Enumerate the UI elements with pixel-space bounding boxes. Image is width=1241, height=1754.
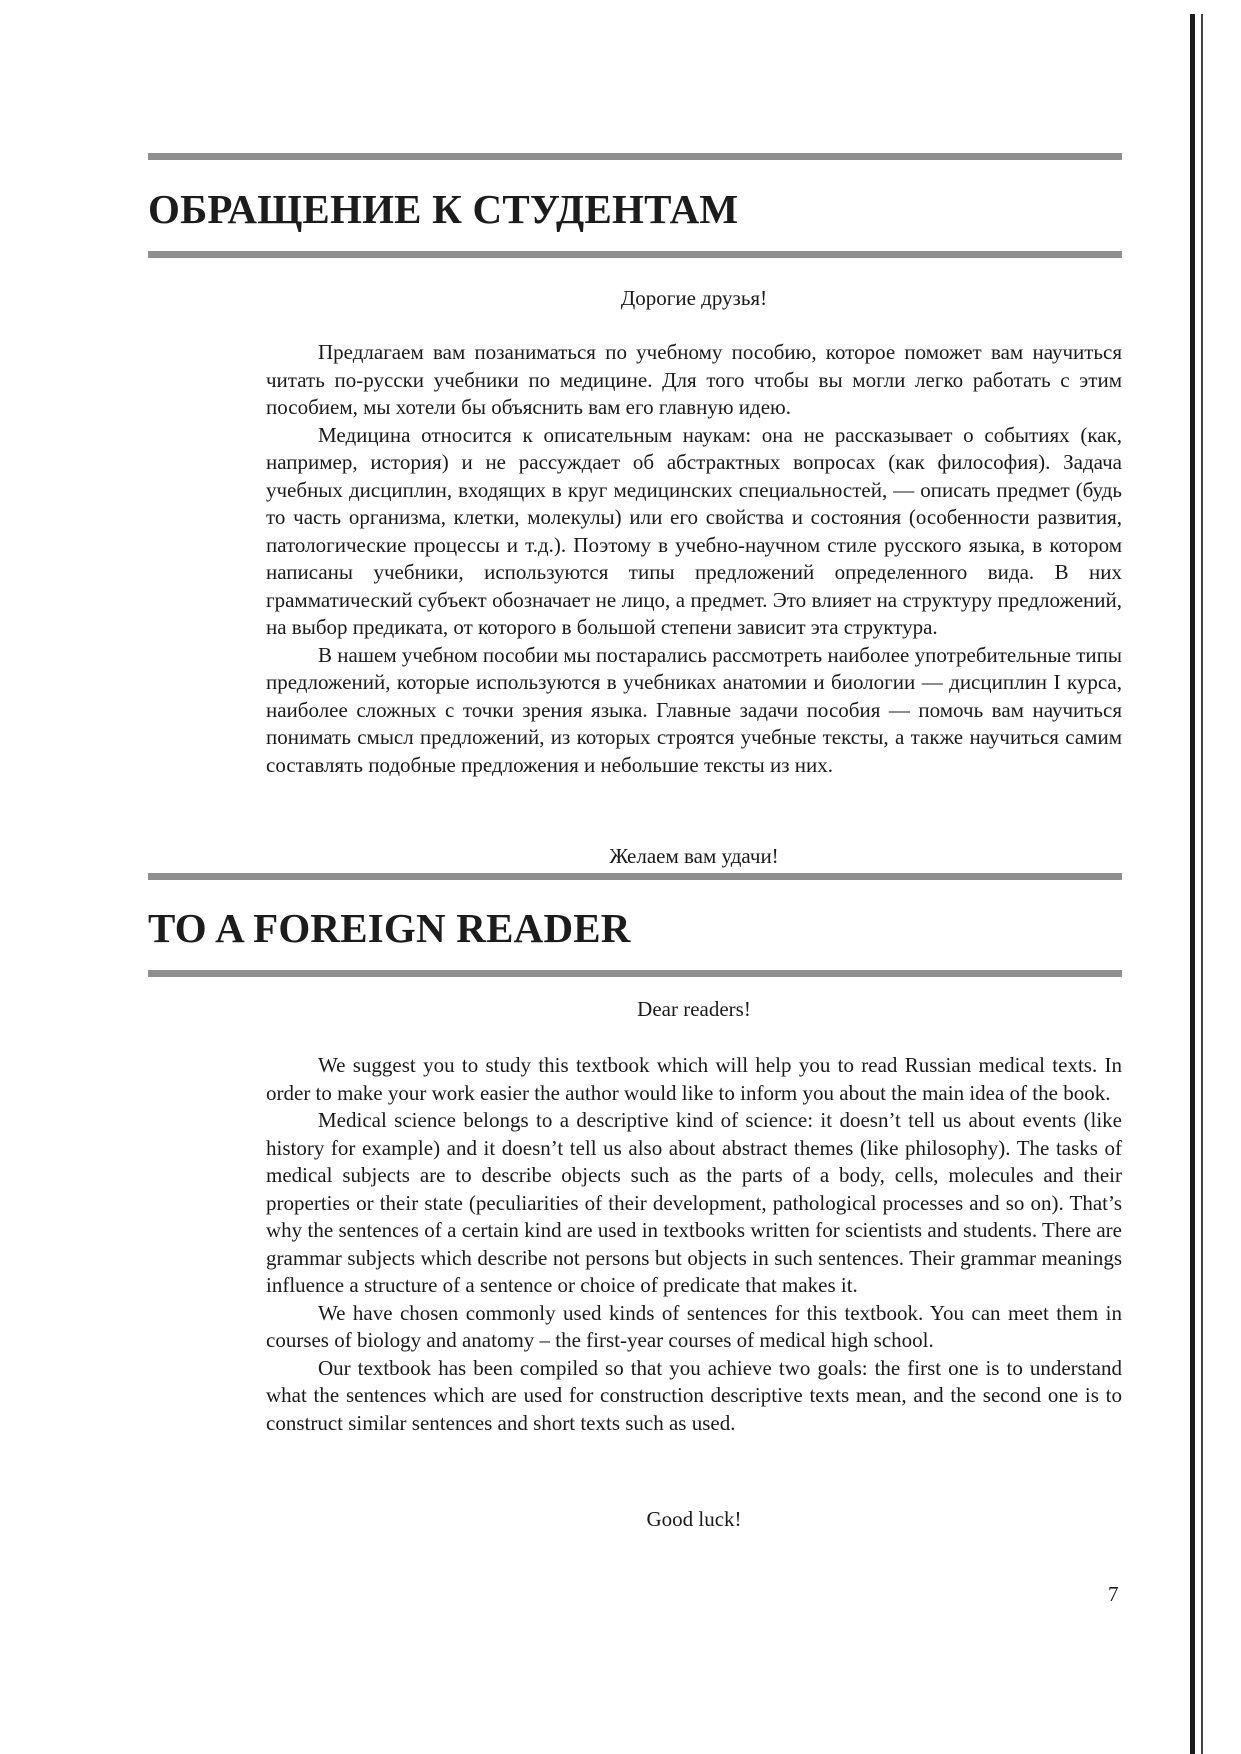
- section-en-title: TO A FOREIGN READER: [148, 905, 631, 951]
- section-en-body: [266, 1052, 1122, 1437]
- section-en-paragraph-3: We have chosen commonly used kinds of sentences for this textbook. You can meet them in courses of biology and anatomy – the first-year courses of medical high school.: [266, 1300, 1122, 1352]
- section-ru-closing: Желаем вам удачи!: [609, 844, 779, 868]
- section-ru-paragraph-1: Предлагаем вам позаниматься по учебному пособию, которое поможет вам научиться читать по-русски учебники по медицине. Для того чтобы вы могли легко работать с этим пособием, мы хотели бы объяснить вам его главную идею.: [266, 340, 1122, 419]
- section-en-bottom-rule: [148, 970, 1122, 977]
- section-ru-title: ОБРАЩЕНИЕ К СТУДЕНТАМ: [148, 186, 739, 232]
- section-ru-paragraph-3: В нашем учебном пособии мы постарались рассмотреть наиболее употребительные типы предложений, которые используются в учебниках анатомии и биологии — дисциплин I курса, наиболее сложных с точки зрения языка. Главные задачи пособия — помочь вам научиться понимать смысл предложений, из которых строятся учебные тексты, а также научиться самим составлять подобные предложения и небольшие тексты из них.: [266, 642, 1122, 777]
- section-ru-top-rule: [148, 153, 1122, 160]
- section-ru-body: [266, 339, 1122, 779]
- section-en-paragraph-4: Our textbook has been compiled so that you achieve two goals: the first one is to understand what the sentences which are used for construction descriptive texts mean, and the second one is to construct similar sentences and short texts such as used.: [266, 1355, 1122, 1435]
- section-en-paragraph-2: Medical science belongs to a descriptive kind of science: it doesn’t tell us about events (like history for example) and it doesn’t tell us also about abstract themes (like philosophy). The tasks of medical subjects are to describe objects such as the parts of a body, cells, molecules and their properties or their state (peculiarities of their development, pathological processes and so on). That’s why the sentences of a certain kind are used in textbooks written for scientists and students. There are grammar subjects which describe not persons but objects in such sentences. Their grammar meanings influence a structure of a sentence or choice of predicate that makes it.: [266, 1108, 1122, 1297]
- section-en-paragraph-1: We suggest you to study this textbook which will help you to read Russian medical texts. In order to make your work easier the author would like to inform you about the main idea of the book.: [266, 1053, 1122, 1105]
- page-edge-bar: [1190, 14, 1195, 1754]
- section-ru-bottom-rule: [148, 251, 1122, 258]
- section-en-closing: Good luck!: [646, 1507, 742, 1531]
- page-number: 7: [1108, 1582, 1119, 1606]
- page-edge-line: [1201, 14, 1203, 1754]
- section-en-greeting: Dear readers!: [637, 997, 751, 1021]
- section-ru-paragraph-2: Медицина относится к описательным наукам: она не рассказывает о событиях (как, например, история) и не рассуждает об абстрактных вопросах (как философия). Задача учебных дисциплин, входящих в круг медицинских специальностей, — описать предмет (будь то часть организма, клетки, молекулы) или его свойства и состояния (особенности развития, патологические процессы и т.д.). Поэтому в учебно-научном стиле русского языка, в котором написаны учебники, используются типы предложений определенного вида. В них грамматический субъект обозначает не лицо, а предмет. Это влияет на структуру предложений, на выбор предиката, от которого в большой степени зависит эта структура.: [266, 422, 1122, 639]
- section-en-top-rule: [148, 873, 1122, 880]
- section-ru-greeting: Дорогие друзья!: [620, 286, 768, 310]
